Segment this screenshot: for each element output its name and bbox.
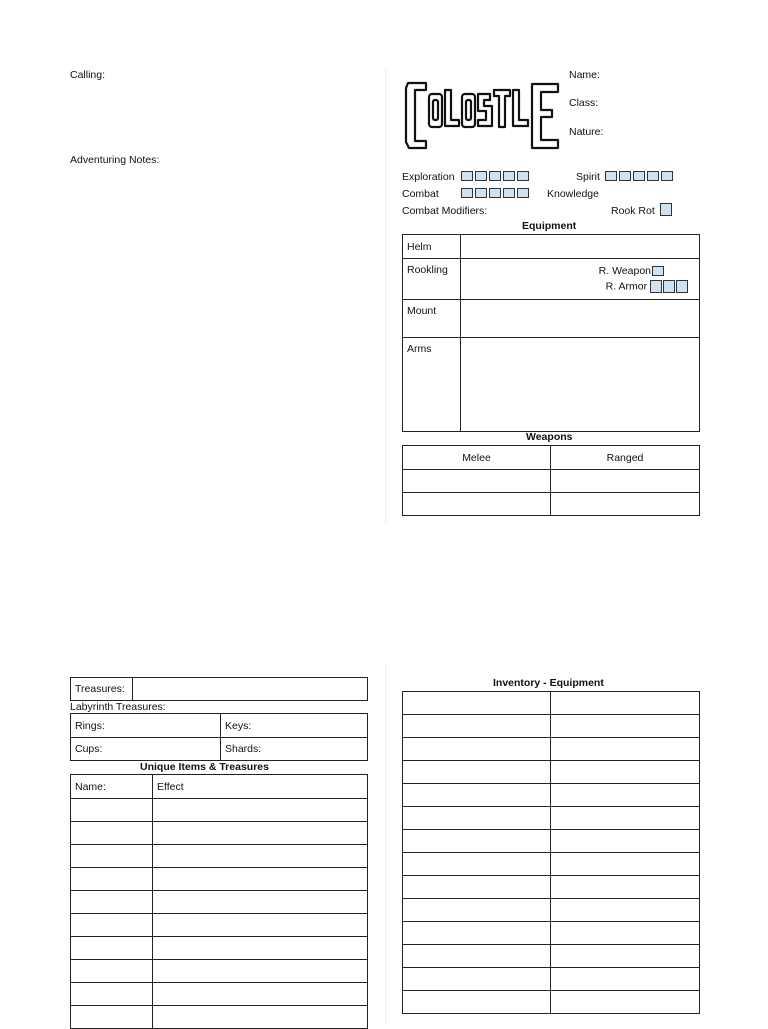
column-divider-top — [385, 68, 386, 523]
inventory-cell[interactable] — [403, 761, 551, 784]
spirit-checkbox[interactable] — [661, 171, 673, 181]
weapons-title: Weapons — [526, 431, 573, 443]
ranged-cell[interactable] — [551, 470, 700, 493]
inventory-cell[interactable] — [403, 807, 551, 830]
unique-items-title: Unique Items & Treasures — [140, 761, 269, 773]
inventory-cell[interactable] — [551, 692, 700, 715]
inventory-cell[interactable] — [551, 876, 700, 899]
inventory-cell[interactable] — [403, 715, 551, 738]
name-label: Name: — [569, 69, 600, 81]
arms-label: Arms — [403, 338, 461, 432]
effect-header: Effect — [153, 775, 368, 799]
spirit-checkboxes — [605, 171, 674, 181]
spirit-checkbox[interactable] — [619, 171, 631, 181]
equipment-table — [402, 234, 700, 432]
mount-label: Mount — [403, 300, 461, 338]
item-name-cell[interactable] — [71, 868, 153, 891]
rings-field[interactable]: Rings: — [71, 714, 221, 738]
item-effect-cell[interactable] — [153, 1006, 368, 1029]
melee-header: Melee — [403, 446, 551, 470]
inventory-cell[interactable] — [403, 922, 551, 945]
exploration-checkbox[interactable] — [489, 171, 501, 181]
exploration-checkbox[interactable] — [503, 171, 515, 181]
item-name-cell[interactable] — [71, 799, 153, 822]
r-armor-row — [606, 280, 689, 293]
inventory-cell[interactable] — [551, 945, 700, 968]
inventory-cell[interactable] — [551, 784, 700, 807]
inventory-cell[interactable] — [403, 945, 551, 968]
item-name-cell[interactable] — [71, 891, 153, 914]
inventory-cell[interactable] — [551, 830, 700, 853]
r-armor-checkbox[interactable] — [650, 280, 662, 293]
equipment-title: Equipment — [522, 220, 577, 232]
item-effect-cell[interactable] — [153, 891, 368, 914]
rookling-field[interactable] — [461, 259, 700, 300]
inventory-cell[interactable] — [551, 991, 700, 1014]
rookling-label: Rookling — [403, 259, 461, 300]
inventory-cell[interactable] — [551, 853, 700, 876]
mount-field[interactable] — [461, 300, 700, 338]
name-header: Name: — [71, 775, 153, 799]
inventory-cell[interactable] — [403, 784, 551, 807]
treasures-label: Treasures: — [71, 678, 133, 701]
r-armor-checkbox[interactable] — [676, 280, 688, 293]
combat-checkbox[interactable] — [517, 188, 529, 198]
inventory-title: Inventory - Equipment — [493, 677, 604, 689]
melee-cell[interactable] — [403, 470, 551, 493]
inventory-cell[interactable] — [403, 876, 551, 899]
item-effect-cell[interactable] — [153, 822, 368, 845]
exploration-checkbox[interactable] — [461, 171, 473, 181]
adventuring-notes-label: Adventuring Notes: — [70, 154, 160, 166]
exploration-checkbox[interactable] — [517, 171, 529, 181]
labyrinth-treasures-label: Labyrinth Treasures: — [70, 701, 166, 713]
combat-checkbox[interactable] — [461, 188, 473, 198]
column-divider-bottom — [385, 663, 386, 1024]
combat-checkbox[interactable] — [475, 188, 487, 198]
weapons-table — [402, 445, 700, 516]
combat-label: Combat — [402, 188, 439, 200]
item-effect-cell[interactable] — [153, 914, 368, 937]
spirit-checkbox[interactable] — [605, 171, 617, 181]
helm-field[interactable] — [461, 235, 700, 259]
inventory-cell[interactable] — [403, 738, 551, 761]
rook-rot-checkboxes — [660, 203, 673, 216]
keys-field[interactable]: Keys: — [221, 714, 368, 738]
item-effect-cell[interactable] — [153, 937, 368, 960]
knowledge-label: Knowledge — [547, 188, 599, 200]
shards-field[interactable]: Shards: — [221, 738, 368, 761]
class-label: Class: — [569, 97, 599, 109]
rook-rot-checkbox[interactable] — [660, 203, 672, 216]
inventory-cell[interactable] — [551, 738, 700, 761]
item-name-cell[interactable] — [71, 937, 153, 960]
inventory-cell[interactable] — [551, 922, 700, 945]
unique-items-table — [70, 774, 368, 1029]
item-effect-cell[interactable] — [153, 799, 368, 822]
spirit-checkbox[interactable] — [633, 171, 645, 181]
calling-label: Calling: — [70, 69, 106, 81]
item-name-cell[interactable] — [71, 914, 153, 937]
combat-checkbox[interactable] — [489, 188, 501, 198]
r-weapon-label: R. Weapon — [598, 265, 651, 277]
colostle-logo — [404, 80, 560, 152]
inventory-cell[interactable] — [403, 899, 551, 922]
inventory-cell[interactable] — [403, 968, 551, 991]
item-name-cell[interactable] — [71, 1006, 153, 1029]
nature-label: Nature: — [569, 126, 604, 138]
labyrinth-table — [70, 713, 368, 761]
inventory-cell[interactable] — [551, 807, 700, 830]
melee-cell[interactable] — [403, 493, 551, 516]
treasures-field[interactable] — [133, 678, 368, 701]
inventory-cell[interactable] — [403, 830, 551, 853]
item-name-cell[interactable] — [71, 822, 153, 845]
inventory-cell[interactable] — [551, 899, 700, 922]
inventory-cell[interactable] — [551, 715, 700, 738]
inventory-cell[interactable] — [403, 853, 551, 876]
inventory-cell[interactable] — [403, 692, 551, 715]
ranged-header: Ranged — [551, 446, 700, 470]
exploration-checkboxes — [461, 171, 530, 181]
item-effect-cell[interactable] — [153, 868, 368, 891]
spirit-label: Spirit — [576, 171, 600, 183]
rook-rot-label: Rook Rot — [611, 205, 655, 217]
inventory-cell[interactable] — [551, 761, 700, 784]
cups-field[interactable]: Cups: — [71, 738, 221, 761]
combat-checkboxes — [461, 188, 530, 198]
r-armor-label: R. Armor — [605, 280, 648, 293]
exploration-checkbox[interactable] — [475, 171, 487, 181]
inventory-table — [402, 691, 700, 1014]
inventory-cell[interactable] — [403, 991, 551, 1014]
spirit-checkbox[interactable] — [647, 171, 659, 181]
item-effect-cell[interactable] — [153, 845, 368, 868]
arms-field[interactable] — [461, 338, 700, 432]
item-effect-cell[interactable] — [153, 983, 368, 1006]
item-name-cell[interactable] — [71, 960, 153, 983]
r-armor-checkbox[interactable] — [663, 280, 675, 293]
item-name-cell[interactable] — [71, 983, 153, 1006]
treasures-table — [70, 677, 368, 701]
r-weapon-checkbox[interactable] — [652, 266, 664, 276]
combat-modifiers-label: Combat Modifiers: — [402, 205, 488, 217]
item-effect-cell[interactable] — [153, 960, 368, 983]
exploration-label: Exploration — [402, 171, 455, 183]
r-weapon-row — [599, 265, 665, 277]
ranged-cell[interactable] — [551, 493, 700, 516]
combat-checkbox[interactable] — [503, 188, 515, 198]
helm-label: Helm — [403, 235, 461, 259]
item-name-cell[interactable] — [71, 845, 153, 868]
inventory-cell[interactable] — [551, 968, 700, 991]
